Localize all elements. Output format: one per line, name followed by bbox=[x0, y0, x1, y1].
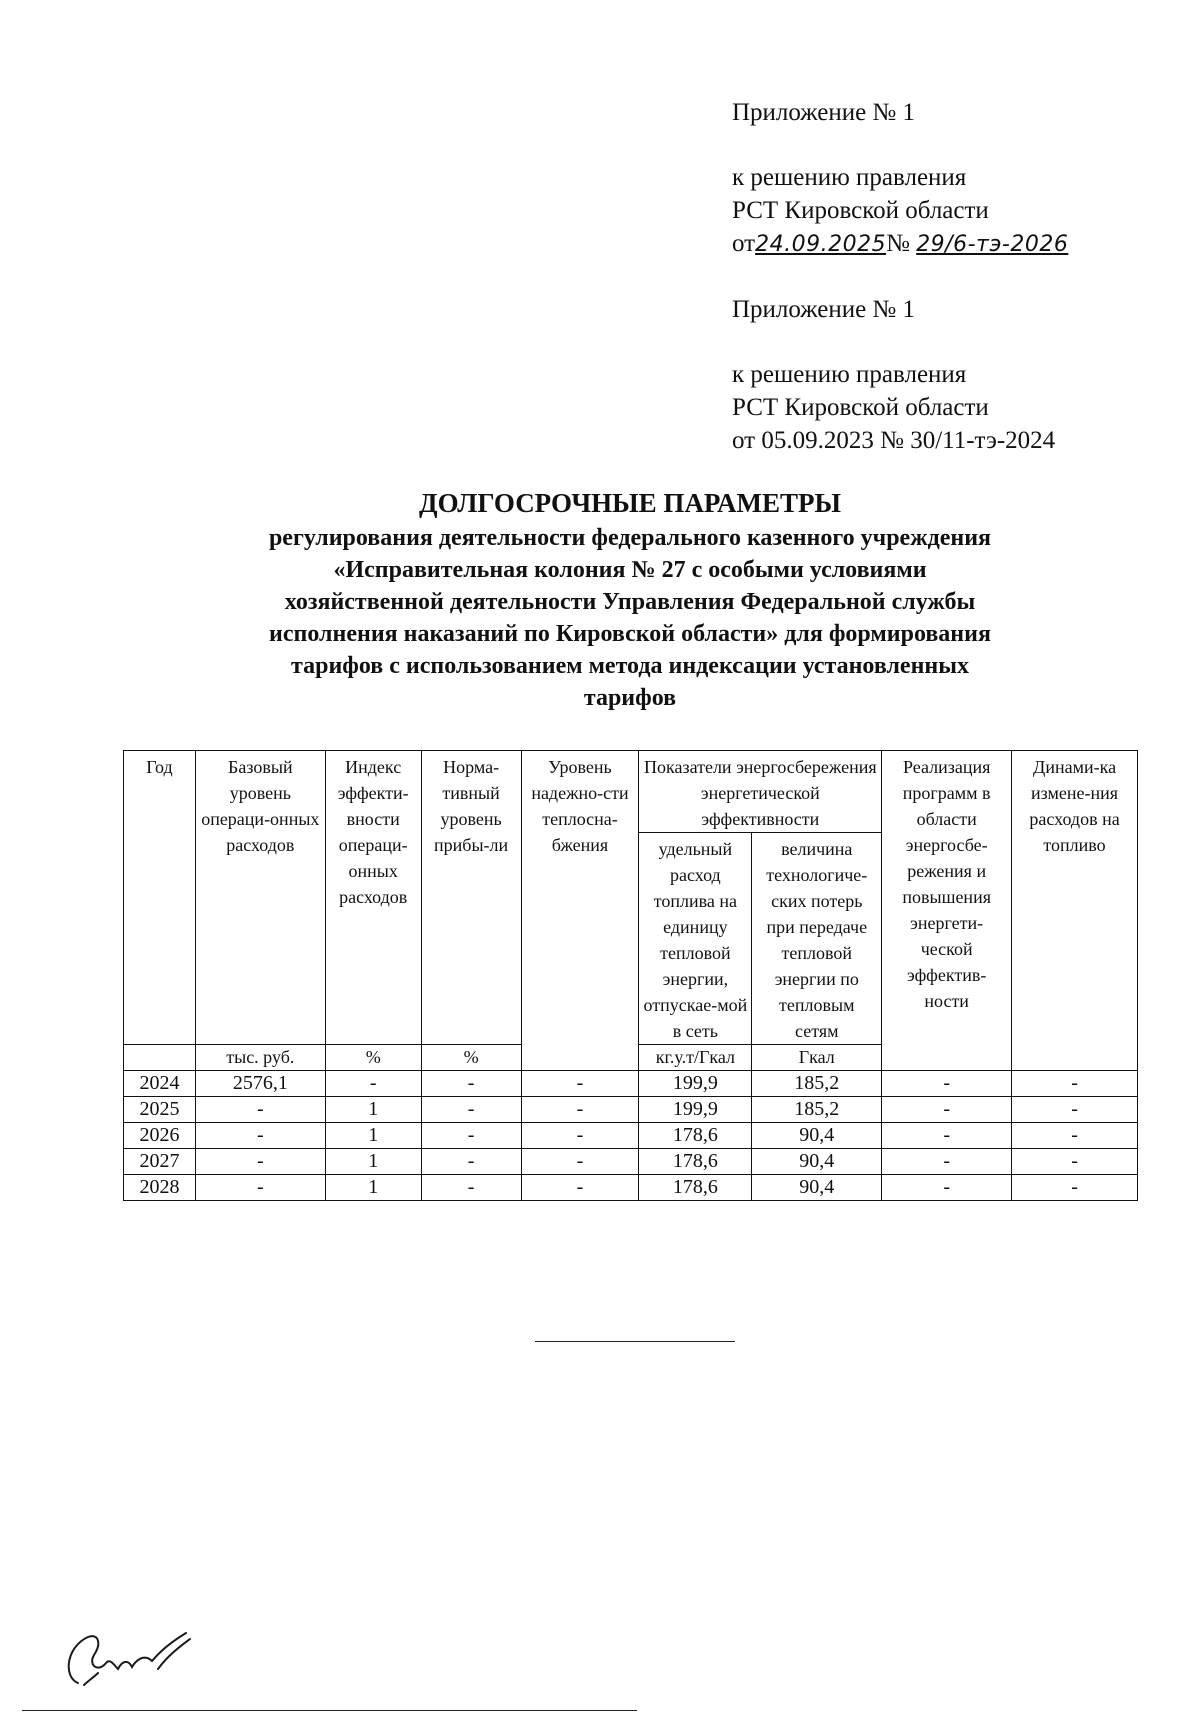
cell-fuel-rate: 199,9 bbox=[639, 1071, 752, 1097]
table-row bbox=[124, 1123, 1138, 1149]
cell-profit-level: - bbox=[421, 1097, 521, 1123]
cell-profit-level: - bbox=[421, 1149, 521, 1175]
title-line: «Исправительная колония № 27 с особыми условиями bbox=[333, 557, 927, 583]
cell-efficiency-index: 1 bbox=[325, 1123, 421, 1149]
title-line: хозяйственной деятельности Управления Федеральной службы bbox=[284, 589, 976, 615]
cell-base-opex: - bbox=[195, 1123, 325, 1149]
cell-base-opex: - bbox=[195, 1097, 325, 1123]
cell-base-opex: - bbox=[195, 1149, 325, 1175]
appendix-authority-line: РСТ Кировской области bbox=[732, 197, 989, 224]
cell-programs: - bbox=[882, 1175, 1012, 1201]
appendix-block-current bbox=[732, 96, 1068, 261]
appendix-label: Приложение № 1 bbox=[732, 296, 916, 323]
parameters-table bbox=[123, 750, 1138, 1201]
document-title: ДОЛГОСРОЧНЫЕ ПАРАМЕТРЫ bbox=[419, 488, 841, 518]
cell-base-opex: - bbox=[195, 1175, 325, 1201]
unit-fuel-rate: кг.у.т/Гкал bbox=[639, 1045, 752, 1071]
cell-year: 2026 bbox=[124, 1123, 196, 1149]
unit-base-opex: тыс. руб. bbox=[195, 1045, 325, 1071]
cell-reliability: - bbox=[521, 1149, 639, 1175]
header-year: Год bbox=[124, 751, 196, 1045]
cell-tech-losses: 185,2 bbox=[752, 1097, 882, 1123]
title-line: исполнения наказаний по Кировской области» для формирования bbox=[269, 621, 991, 647]
header-base-opex: Базовый уровень операци-онных расходов bbox=[195, 751, 325, 1045]
cell-fuel-dynamics: - bbox=[1012, 1123, 1138, 1149]
appendix-authority-line: РСТ Кировской области bbox=[732, 394, 989, 421]
cell-reliability: - bbox=[521, 1071, 639, 1097]
cell-fuel-dynamics: - bbox=[1012, 1071, 1138, 1097]
cell-efficiency-index: - bbox=[325, 1071, 421, 1097]
unit-year-empty bbox=[124, 1045, 196, 1071]
cell-programs: - bbox=[882, 1123, 1012, 1149]
cell-fuel-dynamics: - bbox=[1012, 1097, 1138, 1123]
unit-tech-losses: Гкал bbox=[752, 1045, 882, 1071]
title-line: регулирования деятельности федерального казенного учреждения bbox=[268, 525, 992, 551]
cell-programs: - bbox=[882, 1097, 1012, 1123]
cell-fuel-dynamics: - bbox=[1012, 1175, 1138, 1201]
appendix-block-original bbox=[732, 293, 1055, 457]
footer-rule bbox=[22, 1710, 637, 1711]
cell-programs: - bbox=[882, 1071, 1012, 1097]
header-tech-losses: величина технологиче-ских потерь при передаче тепловой энергии по тепловым сетям bbox=[752, 833, 882, 1045]
cell-year: 2024 bbox=[124, 1071, 196, 1097]
appendix-decision-line: к решению правления bbox=[732, 164, 967, 191]
header-fuel-rate: удельный расход топлива на единицу тепловой энергии, отпускае-мой в сеть bbox=[639, 833, 752, 1045]
cell-reliability: - bbox=[521, 1175, 639, 1201]
number-prefix: № bbox=[886, 230, 910, 257]
cell-base-opex: 2576,1 bbox=[195, 1071, 325, 1097]
appendix-decision-line: к решению правления bbox=[732, 361, 967, 388]
cell-fuel-dynamics: - bbox=[1012, 1149, 1138, 1175]
table-row bbox=[124, 1071, 1138, 1097]
cell-efficiency-index: 1 bbox=[325, 1175, 421, 1201]
cell-efficiency-index: 1 bbox=[325, 1097, 421, 1123]
cell-profit-level: - bbox=[421, 1123, 521, 1149]
table-row bbox=[124, 1149, 1138, 1175]
cell-profit-level: - bbox=[421, 1175, 521, 1201]
header-fuel-dynamics: Динами-ка измене-ния расходов на топливо bbox=[1012, 751, 1138, 1071]
appendix-date-number-line bbox=[732, 227, 1068, 261]
cell-year: 2025 bbox=[124, 1097, 196, 1123]
table-row bbox=[124, 1097, 1138, 1123]
unit-profit-level: % bbox=[421, 1045, 521, 1071]
cell-fuel-rate: 199,9 bbox=[639, 1097, 752, 1123]
document-title-block bbox=[120, 486, 1140, 714]
header-energy-saving: Показатели энергосбережения энергетической эффективности bbox=[639, 751, 882, 833]
title-line: тарифов bbox=[583, 685, 677, 711]
unit-efficiency-index: % bbox=[325, 1045, 421, 1071]
header-efficiency-index: Индекс эффекти-вности операци-онных расходов bbox=[325, 751, 421, 1045]
header-profit-level: Норма-тивный уровень прибы-ли bbox=[421, 751, 521, 1045]
table-row bbox=[124, 1175, 1138, 1201]
cell-programs: - bbox=[882, 1149, 1012, 1175]
cell-year: 2028 bbox=[124, 1175, 196, 1201]
cell-tech-losses: 90,4 bbox=[752, 1123, 882, 1149]
header-programs: Реализация программ в области энергосбе-режения и повышения энергети-ческой эффектив-ности bbox=[882, 751, 1012, 1071]
closing-rule bbox=[535, 1341, 735, 1342]
cell-profit-level: - bbox=[421, 1071, 521, 1097]
cell-tech-losses: 185,2 bbox=[752, 1071, 882, 1097]
cell-reliability: - bbox=[521, 1123, 639, 1149]
title-line: тарифов с использованием метода индексации установленных bbox=[291, 653, 969, 679]
appendix-date-number-line: от 05.09.2023 № 30/11-тэ-2024 bbox=[732, 427, 1056, 454]
cell-efficiency-index: 1 bbox=[325, 1149, 421, 1175]
handwritten-number: 29/6-тэ-2026 bbox=[916, 232, 1069, 257]
cell-fuel-rate: 178,6 bbox=[639, 1123, 752, 1149]
cell-tech-losses: 90,4 bbox=[752, 1149, 882, 1175]
from-prefix: от bbox=[732, 230, 756, 257]
signature-icon bbox=[58, 1625, 218, 1705]
header-reliability: Уровень надежно-сти теплосна-бжения bbox=[521, 751, 639, 1071]
cell-reliability: - bbox=[521, 1097, 639, 1123]
cell-year: 2027 bbox=[124, 1149, 196, 1175]
cell-fuel-rate: 178,6 bbox=[639, 1149, 752, 1175]
cell-tech-losses: 90,4 bbox=[752, 1175, 882, 1201]
handwritten-date: 24.09.2025 bbox=[755, 232, 887, 257]
cell-fuel-rate: 178,6 bbox=[639, 1175, 752, 1201]
appendix-label: Приложение № 1 bbox=[732, 99, 916, 126]
